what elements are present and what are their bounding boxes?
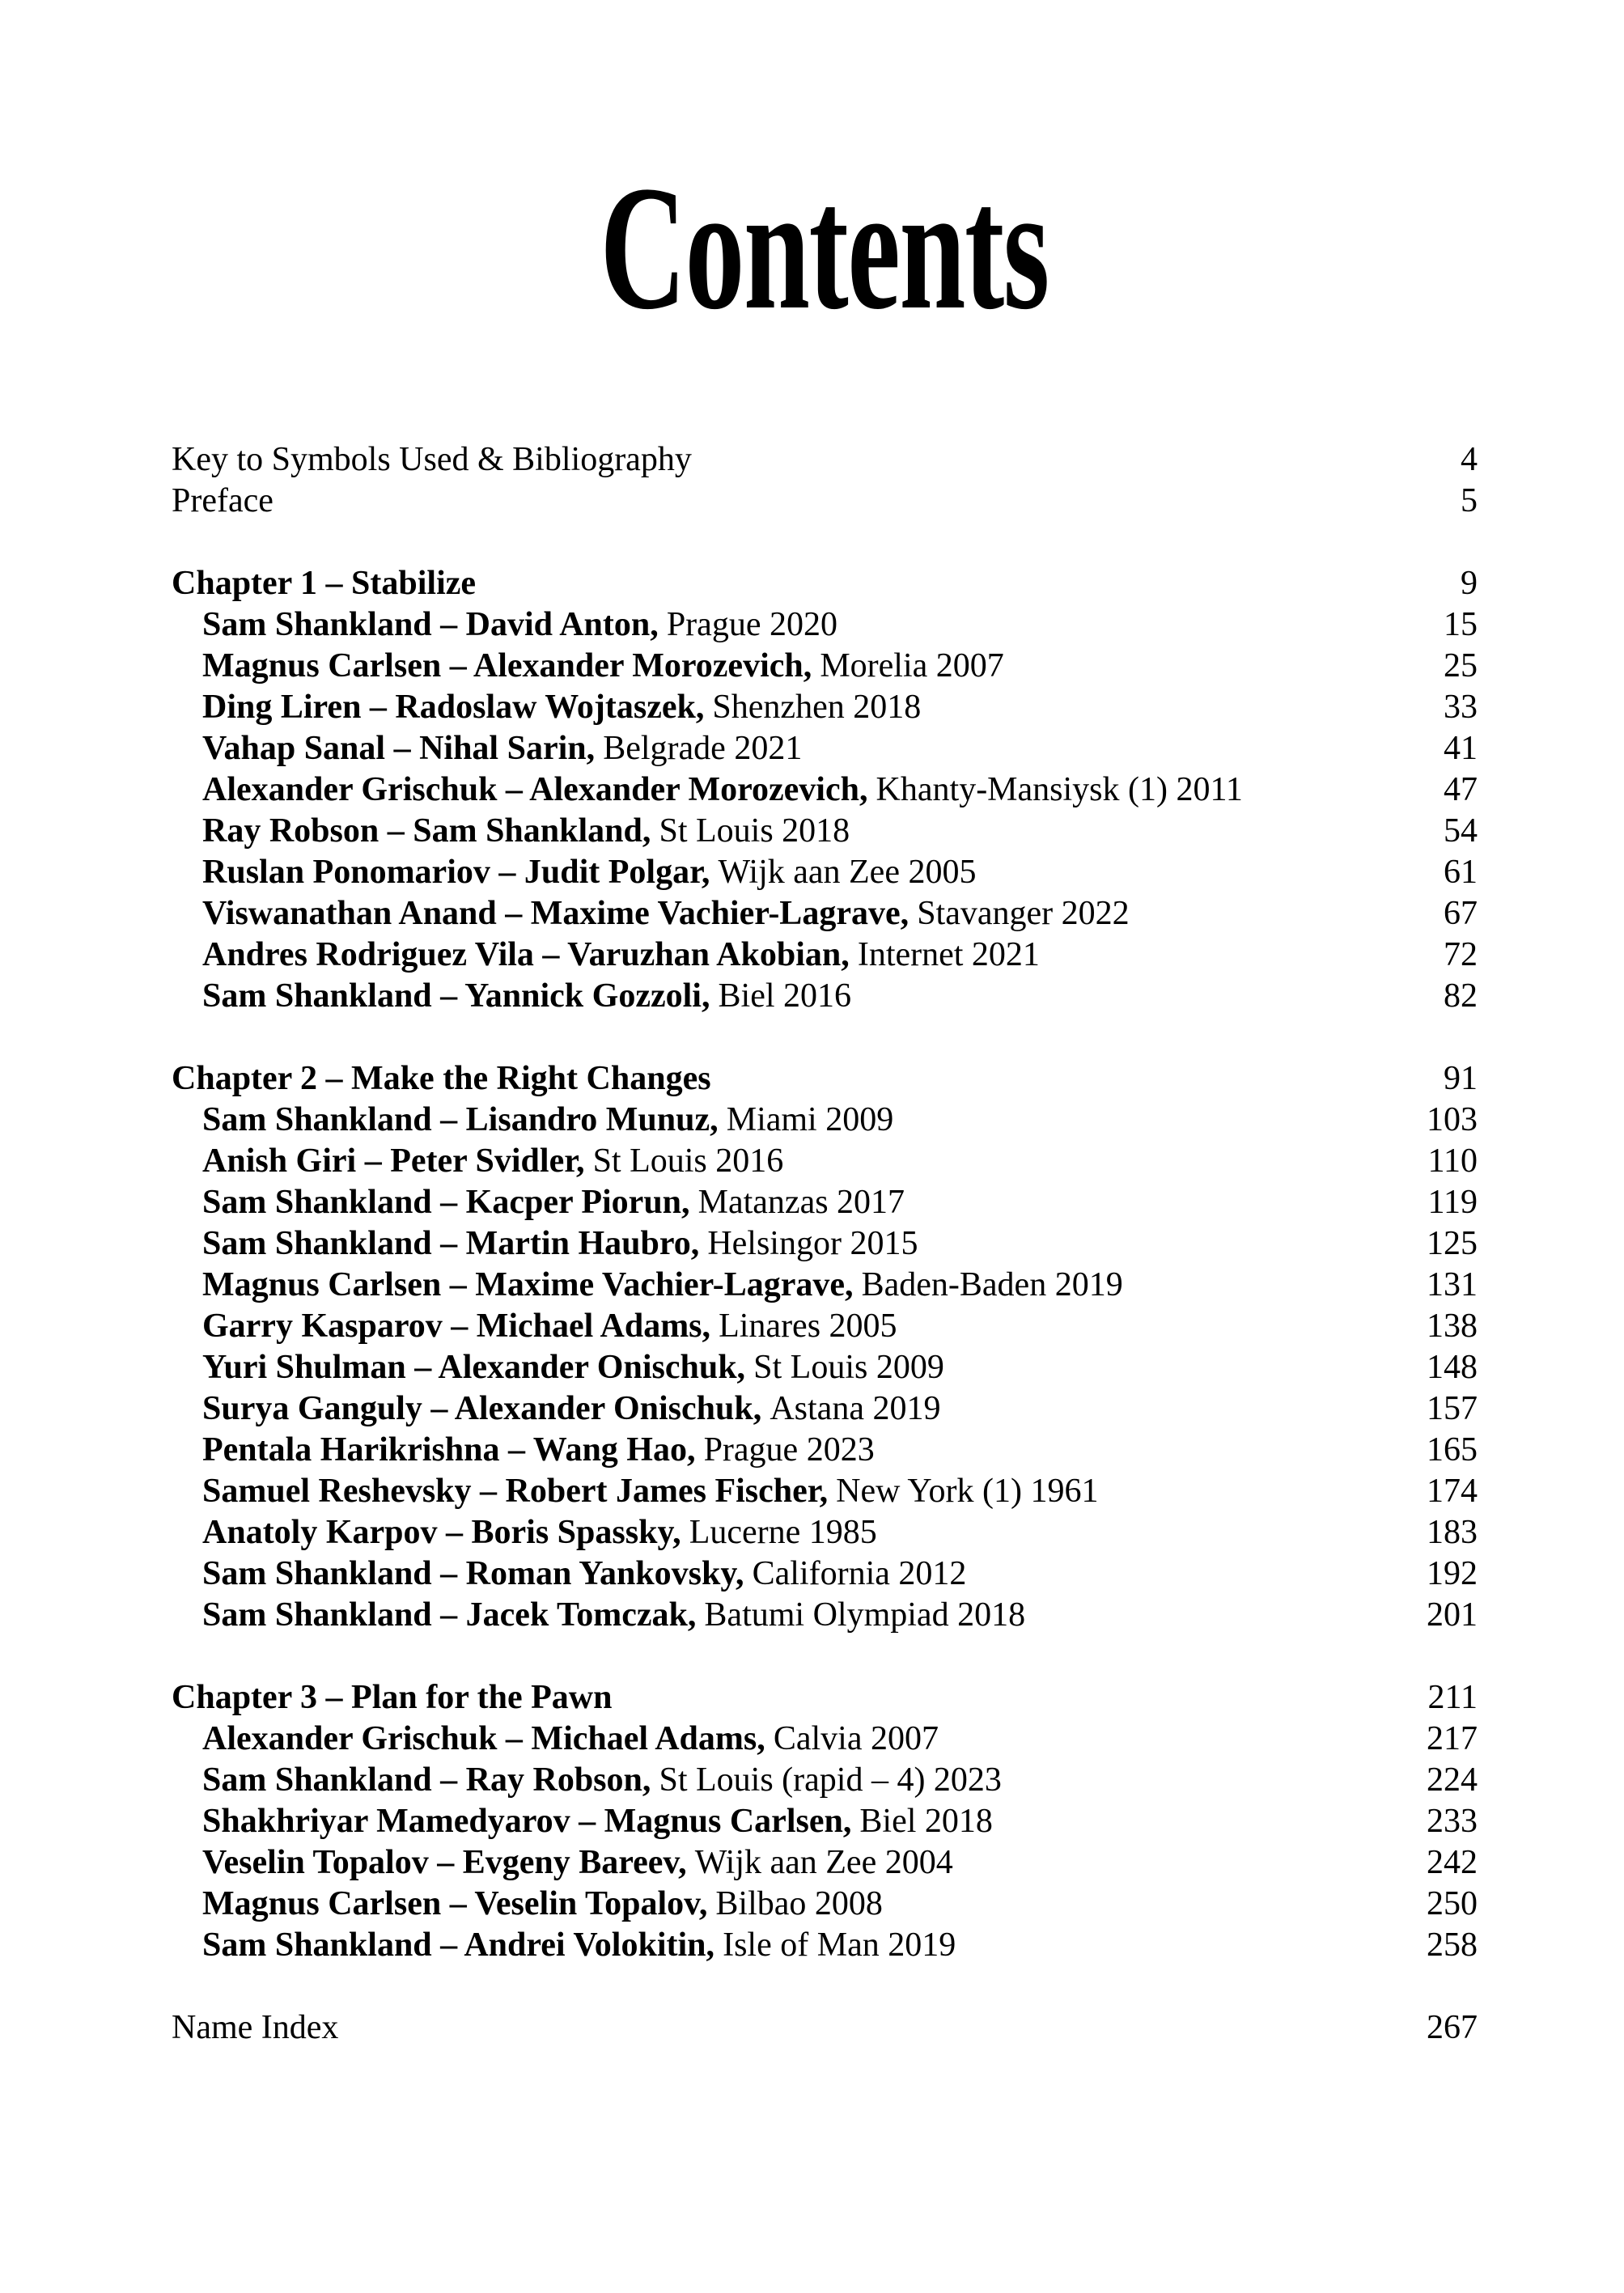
front-matter-section xyxy=(172,439,1478,522)
game-venue: Astana 2019 xyxy=(770,1390,941,1427)
game-players: Sam Shankland – Roman Yankovsky, xyxy=(202,1555,744,1592)
page-number: 211 xyxy=(1427,1679,1478,1716)
game-entry-label xyxy=(172,1884,1402,1925)
game-entry xyxy=(172,1265,1478,1306)
page-number: 72 xyxy=(1444,936,1478,973)
game-entry xyxy=(172,1100,1478,1141)
game-entry xyxy=(172,852,1478,893)
game-entry-label xyxy=(172,1100,1402,1141)
game-venue: Prague 2020 xyxy=(666,606,837,643)
game-players: Veselin Topalov – Evgeny Bareev, xyxy=(202,1844,687,1881)
game-entry-label xyxy=(172,1347,1402,1388)
game-players: Pentala Harikrishna – Wang Hao, xyxy=(202,1431,696,1469)
game-entry xyxy=(172,1925,1478,1966)
page-number: 250 xyxy=(1427,1885,1478,1922)
game-entry-label xyxy=(172,1553,1402,1595)
game-players: Surya Ganguly – Alexander Onischuk, xyxy=(202,1390,762,1427)
game-entry xyxy=(172,1347,1478,1388)
game-players: Shakhriyar Mamedyarov – Magnus Carlsen, xyxy=(202,1803,852,1840)
game-venue: Stavanger 2022 xyxy=(917,895,1130,932)
game-players: Sam Shankland – Lisandro Munuz, xyxy=(202,1101,719,1138)
page-number: 4 xyxy=(1461,441,1478,478)
game-venue: Isle of Man 2019 xyxy=(723,1926,956,1964)
game-venue: Linares 2005 xyxy=(719,1308,897,1345)
page-number: 217 xyxy=(1427,1720,1478,1757)
game-players: Yuri Shulman – Alexander Onischuk, xyxy=(202,1349,746,1386)
page-number: 41 xyxy=(1444,730,1478,767)
table-of-contents xyxy=(172,439,1478,2049)
page-number: 125 xyxy=(1427,1225,1478,1262)
page-number: 25 xyxy=(1444,647,1478,685)
game-players: Ding Liren – Radoslaw Wojtaszek, xyxy=(202,689,705,726)
page-number: 192 xyxy=(1427,1555,1478,1592)
page-number: 15 xyxy=(1444,606,1478,643)
game-entry xyxy=(172,1182,1478,1223)
back-matter-section xyxy=(172,2007,1478,2049)
page-number: 91 xyxy=(1444,1060,1478,1097)
page-number: 174 xyxy=(1427,1473,1478,1510)
page-number: 103 xyxy=(1427,1101,1478,1138)
game-players: Anatoly Karpov – Boris Spassky, xyxy=(202,1514,681,1551)
game-entry xyxy=(172,811,1478,852)
game-entry-label xyxy=(172,976,1419,1017)
game-entry xyxy=(172,1388,1478,1430)
game-venue: Khanty-Mansiysk (1) 2011 xyxy=(876,771,1243,808)
game-players: Magnus Carlsen – Alexander Morozevich, xyxy=(202,647,812,685)
game-entry-label xyxy=(172,1925,1402,1966)
game-venue: Shenzhen 2018 xyxy=(712,689,922,726)
page-number: 5 xyxy=(1461,482,1478,519)
game-entry xyxy=(172,1430,1478,1471)
page-number: 183 xyxy=(1427,1514,1478,1551)
game-players: Anish Giri – Peter Svidler, xyxy=(202,1142,585,1180)
chapter-title: Chapter 2 – Make the Right Changes xyxy=(172,1060,711,1097)
game-entry-label xyxy=(172,1471,1402,1512)
game-entry xyxy=(172,1141,1478,1182)
page-number: 131 xyxy=(1427,1266,1478,1303)
game-entry xyxy=(172,893,1478,935)
front-matter-item-text: Preface xyxy=(172,482,273,519)
game-venue: Baden-Baden 2019 xyxy=(861,1266,1123,1303)
page-number: 201 xyxy=(1427,1596,1478,1634)
page-number: 157 xyxy=(1427,1390,1478,1427)
game-players: Ray Robson – Sam Shankland, xyxy=(202,812,651,850)
front-matter-item xyxy=(172,439,1478,481)
game-venue: Calvia 2007 xyxy=(773,1720,939,1757)
game-venue: California 2012 xyxy=(752,1555,967,1592)
game-players: Alexander Grischuk – Alexander Morozevich, xyxy=(202,771,868,808)
game-entry-label xyxy=(172,646,1419,687)
chapter-heading xyxy=(172,563,1478,604)
page-title xyxy=(172,149,1478,346)
game-entry xyxy=(172,1719,1478,1760)
page-number: 148 xyxy=(1427,1349,1478,1386)
game-venue: Belgrade 2021 xyxy=(603,730,803,767)
game-venue: Biel 2016 xyxy=(718,977,852,1015)
game-entry xyxy=(172,976,1478,1017)
back-matter-item xyxy=(172,2007,1478,2049)
game-venue: Matanzas 2017 xyxy=(698,1184,905,1221)
game-players: Sam Shankland – Kacper Piorun, xyxy=(202,1184,690,1221)
back-matter-item-label xyxy=(172,2007,1402,2049)
game-entry-label xyxy=(172,1595,1402,1636)
game-entry-label xyxy=(172,1512,1402,1553)
page-number: 165 xyxy=(1427,1431,1478,1469)
page-number: 9 xyxy=(1461,565,1478,602)
front-matter-item-label xyxy=(172,481,1436,522)
game-entry-label xyxy=(172,1760,1402,1801)
game-entry xyxy=(172,1471,1478,1512)
game-entry-label xyxy=(172,1306,1402,1347)
page-title-text: Contents xyxy=(600,149,1049,346)
game-venue: Morelia 2007 xyxy=(820,647,1004,685)
chapter-heading-label xyxy=(172,1058,1419,1100)
game-venue: St Louis 2009 xyxy=(753,1349,944,1386)
game-entry-label xyxy=(172,1801,1402,1842)
game-entry-label xyxy=(172,1223,1402,1265)
page-number: 258 xyxy=(1427,1926,1478,1964)
game-entry xyxy=(172,1842,1478,1884)
page-number: 119 xyxy=(1427,1184,1478,1221)
chapter-block xyxy=(172,1058,1478,1636)
game-venue: Miami 2009 xyxy=(726,1101,894,1138)
game-entry-label xyxy=(172,893,1419,935)
game-venue: New York (1) 1961 xyxy=(836,1473,1099,1510)
page-number: 54 xyxy=(1444,812,1478,850)
chapters-section xyxy=(172,563,1478,1966)
chapter-block xyxy=(172,1677,1478,1966)
game-entry xyxy=(172,1512,1478,1553)
page-number: 267 xyxy=(1427,2009,1478,2046)
game-entry-label xyxy=(172,1842,1402,1884)
game-entry xyxy=(172,1306,1478,1347)
page-number: 224 xyxy=(1427,1761,1478,1799)
chapter-heading-label xyxy=(172,563,1436,604)
game-entry xyxy=(172,1760,1478,1801)
game-entry-label xyxy=(172,852,1419,893)
game-entry xyxy=(172,1553,1478,1595)
game-players: Ruslan Ponomariov – Judit Polgar, xyxy=(202,854,710,891)
game-players: Sam Shankland – Andrei Volokitin, xyxy=(202,1926,715,1964)
game-players: Sam Shankland – Yannick Gozzoli, xyxy=(202,977,710,1015)
game-entry xyxy=(172,769,1478,811)
game-entry-label xyxy=(172,1388,1402,1430)
game-venue: Bilbao 2008 xyxy=(715,1885,883,1922)
game-entry-label xyxy=(172,1182,1404,1223)
game-venue: Helsingor 2015 xyxy=(707,1225,918,1262)
game-venue: Lucerne 1985 xyxy=(689,1514,877,1551)
game-entry-label xyxy=(172,769,1419,811)
chapter-heading-label xyxy=(172,1677,1404,1719)
game-entry xyxy=(172,687,1478,728)
page-number: 67 xyxy=(1444,895,1478,932)
chapter-heading xyxy=(172,1677,1478,1719)
chapter-title: Chapter 1 – Stabilize xyxy=(172,565,477,602)
game-players: Alexander Grischuk – Michael Adams, xyxy=(202,1720,765,1757)
game-venue: St Louis 2016 xyxy=(592,1142,784,1180)
game-entry-label xyxy=(172,1719,1402,1760)
game-players: Sam Shankland – David Anton, xyxy=(202,606,659,643)
page-number: 47 xyxy=(1444,771,1478,808)
game-players: Magnus Carlsen – Maxime Vachier-Lagrave, xyxy=(202,1266,854,1303)
game-entry-label xyxy=(172,604,1419,646)
game-players: Vahap Sanal – Nihal Sarin, xyxy=(202,730,596,767)
game-venue: Biel 2018 xyxy=(859,1803,993,1840)
chapter-title: Chapter 3 – Plan for the Pawn xyxy=(172,1679,613,1716)
game-players: Andres Rodriguez Vila – Varuzhan Akobian, xyxy=(202,936,850,973)
game-entry-label xyxy=(172,687,1419,728)
page-number: 138 xyxy=(1427,1308,1478,1345)
game-entry xyxy=(172,1223,1478,1265)
game-entry-label xyxy=(172,1430,1402,1471)
front-matter-item-text: Key to Symbols Used & Bibliography xyxy=(172,441,692,478)
game-venue: Wijk aan Zee 2005 xyxy=(718,854,977,891)
game-entry-label xyxy=(172,811,1419,852)
game-entry-label xyxy=(172,1141,1404,1182)
front-matter-item-label xyxy=(172,439,1436,481)
page-number: 61 xyxy=(1444,854,1478,891)
game-players: Sam Shankland – Jacek Tomczak, xyxy=(202,1596,697,1634)
page-number: 233 xyxy=(1427,1803,1478,1840)
game-entry xyxy=(172,728,1478,769)
game-entry xyxy=(172,604,1478,646)
game-players: Garry Kasparov – Michael Adams, xyxy=(202,1308,711,1345)
game-entry xyxy=(172,1595,1478,1636)
game-players: Viswanathan Anand – Maxime Vachier-Lagrave, xyxy=(202,895,910,932)
game-entry xyxy=(172,646,1478,687)
game-entry xyxy=(172,1801,1478,1842)
game-entry xyxy=(172,935,1478,976)
game-entry-label xyxy=(172,728,1419,769)
page-number: 82 xyxy=(1444,977,1478,1015)
game-players: Sam Shankland – Ray Robson, xyxy=(202,1761,651,1799)
game-venue: Wijk aan Zee 2004 xyxy=(694,1844,953,1881)
game-players: Samuel Reshevsky – Robert James Fischer, xyxy=(202,1473,829,1510)
page-number: 33 xyxy=(1444,689,1478,726)
page-number: 110 xyxy=(1427,1142,1478,1180)
page-number: 242 xyxy=(1427,1844,1478,1881)
front-matter-item xyxy=(172,481,1478,522)
game-venue: St Louis (rapid – 4) 2023 xyxy=(659,1761,1002,1799)
chapter-block xyxy=(172,563,1478,1017)
back-matter-item-text: Name Index xyxy=(172,2009,339,2046)
game-entry xyxy=(172,1884,1478,1925)
game-venue: Prague 2023 xyxy=(703,1431,875,1469)
game-entry-label xyxy=(172,1265,1402,1306)
game-venue: St Louis 2018 xyxy=(659,812,850,850)
chapter-heading xyxy=(172,1058,1478,1100)
game-players: Magnus Carlsen – Veselin Topalov, xyxy=(202,1885,708,1922)
game-venue: Batumi Olympiad 2018 xyxy=(704,1596,1026,1634)
game-players: Sam Shankland – Martin Haubro, xyxy=(202,1225,700,1262)
game-venue: Internet 2021 xyxy=(857,936,1040,973)
game-entry-label xyxy=(172,935,1419,976)
